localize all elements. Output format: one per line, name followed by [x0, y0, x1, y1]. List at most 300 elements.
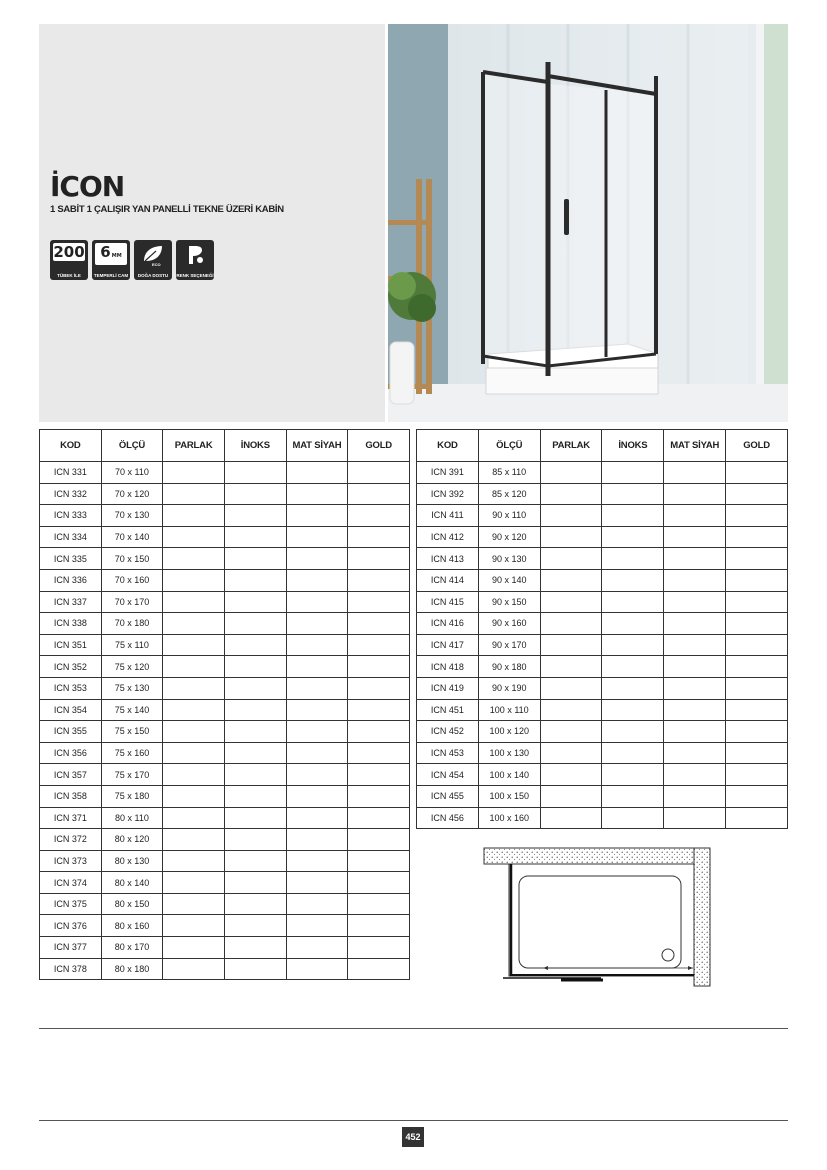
cell-gold — [348, 829, 410, 851]
cell-parlak — [540, 569, 602, 591]
cell-inoks — [602, 613, 664, 635]
cell-olcu: 70 x 150 — [101, 548, 163, 570]
cell-mat-siyah — [286, 807, 348, 829]
cell-parlak — [163, 850, 225, 872]
cell-inoks — [224, 807, 286, 829]
cell-parlak — [540, 613, 602, 635]
cell-inoks — [224, 483, 286, 505]
cell-olcu: 80 x 110 — [101, 807, 163, 829]
table-row — [417, 548, 788, 570]
cell-gold — [726, 677, 788, 699]
cell-mat-siyah — [664, 483, 726, 505]
cell-gold — [348, 937, 410, 959]
cell-parlak — [540, 656, 602, 678]
cell-parlak — [540, 634, 602, 656]
cell-olcu: 80 x 170 — [101, 937, 163, 959]
cell-gold — [726, 548, 788, 570]
cell-kod: ICN 419 — [417, 677, 479, 699]
cell-mat-siyah — [286, 613, 348, 635]
table-row — [417, 656, 788, 678]
table-row — [40, 613, 410, 635]
cell-mat-siyah — [664, 764, 726, 786]
cell-mat-siyah — [664, 742, 726, 764]
badge-eco-caption: DOĞA DOSTU — [137, 273, 169, 278]
table-row — [40, 548, 410, 570]
cell-olcu: 80 x 180 — [101, 958, 163, 980]
cell-inoks — [602, 785, 664, 807]
cell-olcu: 75 x 130 — [101, 677, 163, 699]
col-header-kod: KOD — [417, 430, 479, 462]
cell-mat-siyah — [286, 634, 348, 656]
cell-kod: ICN 414 — [417, 569, 479, 591]
cell-gold — [348, 656, 410, 678]
cell-kod: ICN 372 — [40, 829, 102, 851]
cell-olcu: 80 x 130 — [101, 850, 163, 872]
cell-mat-siyah — [286, 829, 348, 851]
height-badge-icon — [50, 240, 88, 280]
col-header-kod: KOD — [40, 430, 102, 462]
badge-height-value: 200 — [53, 243, 85, 261]
cell-kod: ICN 333 — [40, 505, 102, 527]
cell-mat-siyah — [286, 915, 348, 937]
table-row — [40, 505, 410, 527]
cell-kod: ICN 337 — [40, 591, 102, 613]
table-row — [417, 483, 788, 505]
badge-glass-box — [95, 243, 127, 265]
cell-kod: ICN 357 — [40, 764, 102, 786]
cell-kod: ICN 332 — [40, 483, 102, 505]
cell-mat-siyah — [286, 850, 348, 872]
product-title: İCON — [50, 170, 125, 203]
cell-kod: ICN 418 — [417, 656, 479, 678]
table-header-row — [417, 430, 788, 462]
table-row — [417, 764, 788, 786]
cell-parlak — [163, 699, 225, 721]
cell-kod: ICN 456 — [417, 807, 479, 829]
cell-gold — [348, 483, 410, 505]
cell-mat-siyah — [286, 699, 348, 721]
cell-kod: ICN 412 — [417, 526, 479, 548]
cell-mat-siyah — [286, 462, 348, 484]
cell-olcu: 80 x 120 — [101, 829, 163, 851]
product-subtitle: 1 SABİT 1 ÇALIŞIR YAN PANELLİ TEKNE ÜZERİ KABİN — [50, 204, 284, 215]
cell-parlak — [163, 872, 225, 894]
col-header-inoks: İNOKS — [224, 430, 286, 462]
cell-parlak — [163, 483, 225, 505]
cell-gold — [726, 569, 788, 591]
cell-mat-siyah — [286, 548, 348, 570]
table-row — [417, 591, 788, 613]
cell-parlak — [540, 785, 602, 807]
cell-inoks — [224, 634, 286, 656]
cell-kod: ICN 353 — [40, 677, 102, 699]
cell-parlak — [163, 613, 225, 635]
cell-inoks — [224, 872, 286, 894]
cell-parlak — [163, 656, 225, 678]
cell-inoks — [224, 850, 286, 872]
cell-kod: ICN 352 — [40, 656, 102, 678]
cell-mat-siyah — [286, 591, 348, 613]
cell-parlak — [163, 569, 225, 591]
cell-inoks — [224, 958, 286, 980]
cell-kod: ICN 377 — [40, 937, 102, 959]
cell-parlak — [163, 807, 225, 829]
cell-mat-siyah — [664, 548, 726, 570]
cell-kod: ICN 378 — [40, 958, 102, 980]
cell-inoks — [602, 462, 664, 484]
cell-parlak — [163, 462, 225, 484]
cell-olcu: 70 x 180 — [101, 613, 163, 635]
table-row — [40, 937, 410, 959]
cell-olcu: 70 x 110 — [101, 462, 163, 484]
badge-height-caption: TÜBEK İLE — [57, 273, 81, 278]
cell-inoks — [602, 548, 664, 570]
cell-inoks — [602, 634, 664, 656]
table-row — [417, 613, 788, 635]
table-row — [40, 742, 410, 764]
cell-parlak — [163, 764, 225, 786]
cell-inoks — [602, 699, 664, 721]
cell-gold — [726, 462, 788, 484]
cell-gold — [348, 872, 410, 894]
table-row — [40, 677, 410, 699]
color-drop-graphic — [180, 243, 210, 267]
table-row — [40, 591, 410, 613]
cell-inoks — [602, 807, 664, 829]
cell-olcu: 70 x 140 — [101, 526, 163, 548]
cell-olcu: 90 x 120 — [478, 526, 540, 548]
table-row — [40, 872, 410, 894]
cell-mat-siyah — [286, 785, 348, 807]
cell-olcu: 90 x 180 — [478, 656, 540, 678]
cell-olcu: 90 x 110 — [478, 505, 540, 527]
cell-kod: ICN 375 — [40, 893, 102, 915]
cell-mat-siyah — [286, 505, 348, 527]
table-row — [417, 677, 788, 699]
cell-olcu: 90 x 170 — [478, 634, 540, 656]
product-table-left — [39, 429, 410, 980]
badge-glass-value: 6 — [100, 243, 111, 261]
cell-parlak — [163, 634, 225, 656]
cell-kod: ICN 376 — [40, 915, 102, 937]
cell-mat-siyah — [664, 807, 726, 829]
cell-gold — [348, 915, 410, 937]
cell-inoks — [224, 699, 286, 721]
installation-diagram — [481, 846, 712, 988]
badge-glass-unit: MM — [111, 253, 122, 259]
cell-gold — [348, 548, 410, 570]
table-row — [40, 764, 410, 786]
cell-gold — [348, 526, 410, 548]
table-row — [40, 656, 410, 678]
cell-olcu: 80 x 140 — [101, 872, 163, 894]
table-row — [417, 526, 788, 548]
table-header-row — [40, 430, 410, 462]
cell-parlak — [540, 742, 602, 764]
cell-kod: ICN 371 — [40, 807, 102, 829]
table-row — [417, 699, 788, 721]
cell-mat-siyah — [664, 721, 726, 743]
cell-parlak — [163, 505, 225, 527]
cell-gold — [348, 893, 410, 915]
cell-kod: ICN 413 — [417, 548, 479, 570]
cell-inoks — [224, 893, 286, 915]
cell-kod: ICN 411 — [417, 505, 479, 527]
feature-badges — [50, 240, 214, 280]
cell-gold — [726, 807, 788, 829]
table-row — [40, 721, 410, 743]
cell-parlak — [163, 937, 225, 959]
cell-kod: ICN 356 — [40, 742, 102, 764]
cell-parlak — [540, 699, 602, 721]
cell-parlak — [163, 591, 225, 613]
badge-eco-label: ECO — [152, 262, 161, 267]
table-row — [417, 569, 788, 591]
col-header-inoks: İNOKS — [602, 430, 664, 462]
cell-kod: ICN 354 — [40, 699, 102, 721]
cell-inoks — [224, 613, 286, 635]
col-header-mat-siyah: MAT SİYAH — [286, 430, 348, 462]
cell-mat-siyah — [664, 526, 726, 548]
cell-olcu: 90 x 150 — [478, 591, 540, 613]
cell-kod: ICN 338 — [40, 613, 102, 635]
table-row — [417, 634, 788, 656]
table-row — [40, 526, 410, 548]
cell-inoks — [602, 569, 664, 591]
cell-gold — [726, 634, 788, 656]
cell-parlak — [163, 785, 225, 807]
cell-parlak — [163, 742, 225, 764]
cell-parlak — [163, 958, 225, 980]
cell-parlak — [163, 548, 225, 570]
col-header-olcu: ÖLÇÜ — [478, 430, 540, 462]
cell-mat-siyah — [286, 742, 348, 764]
cell-inoks — [602, 526, 664, 548]
cell-gold — [348, 764, 410, 786]
cell-olcu: 100 x 120 — [478, 721, 540, 743]
cell-inoks — [602, 591, 664, 613]
cell-kod: ICN 455 — [417, 785, 479, 807]
cell-gold — [348, 721, 410, 743]
cell-gold — [726, 656, 788, 678]
cell-inoks — [224, 764, 286, 786]
cell-parlak — [540, 505, 602, 527]
table-row — [417, 505, 788, 527]
cell-inoks — [224, 569, 286, 591]
cell-gold — [348, 677, 410, 699]
cell-kod: ICN 351 — [40, 634, 102, 656]
col-header-gold: GOLD — [348, 430, 410, 462]
cell-gold — [348, 613, 410, 635]
cell-mat-siyah — [286, 721, 348, 743]
cell-gold — [726, 591, 788, 613]
cell-olcu: 90 x 140 — [478, 569, 540, 591]
table-row — [417, 721, 788, 743]
cell-mat-siyah — [286, 526, 348, 548]
table-row — [40, 807, 410, 829]
table-row — [417, 462, 788, 484]
eco-leaf-icon — [134, 240, 172, 280]
cell-olcu: 75 x 110 — [101, 634, 163, 656]
cell-gold — [726, 785, 788, 807]
cell-mat-siyah — [664, 677, 726, 699]
divider-bottom — [39, 1120, 788, 1121]
cell-parlak — [163, 721, 225, 743]
cell-gold — [726, 721, 788, 743]
shower-cabin-illustration — [388, 24, 788, 422]
cell-parlak — [163, 829, 225, 851]
cell-inoks — [224, 721, 286, 743]
cell-kod: ICN 454 — [417, 764, 479, 786]
cell-parlak — [540, 548, 602, 570]
cell-olcu: 100 x 140 — [478, 764, 540, 786]
cell-inoks — [224, 548, 286, 570]
cell-kod: ICN 416 — [417, 613, 479, 635]
cell-parlak — [540, 483, 602, 505]
cell-olcu: 75 x 140 — [101, 699, 163, 721]
cell-mat-siyah — [664, 505, 726, 527]
cell-inoks — [602, 505, 664, 527]
cell-inoks — [224, 505, 286, 527]
cell-olcu: 100 x 110 — [478, 699, 540, 721]
cell-gold — [726, 764, 788, 786]
cell-inoks — [224, 742, 286, 764]
cell-inoks — [224, 937, 286, 959]
cell-mat-siyah — [286, 764, 348, 786]
cell-mat-siyah — [664, 613, 726, 635]
cell-gold — [348, 699, 410, 721]
cell-olcu: 90 x 130 — [478, 548, 540, 570]
cell-gold — [348, 958, 410, 980]
cell-mat-siyah — [286, 677, 348, 699]
badge-glass-caption: TEMPERLİ CAM — [93, 273, 129, 278]
table-body-right — [417, 462, 788, 829]
table-row — [40, 785, 410, 807]
cell-olcu: 75 x 180 — [101, 785, 163, 807]
cell-inoks — [224, 915, 286, 937]
cell-mat-siyah — [664, 462, 726, 484]
cell-inoks — [602, 721, 664, 743]
cell-kod: ICN 453 — [417, 742, 479, 764]
cell-mat-siyah — [664, 656, 726, 678]
col-header-parlak: PARLAK — [540, 430, 602, 462]
cell-parlak — [163, 526, 225, 548]
table-row — [40, 829, 410, 851]
product-table-right — [416, 429, 788, 829]
cell-inoks — [602, 742, 664, 764]
table-row — [417, 785, 788, 807]
table-row — [40, 893, 410, 915]
cell-parlak — [163, 893, 225, 915]
cell-parlak — [540, 591, 602, 613]
color-option-icon — [176, 240, 214, 280]
cell-gold — [726, 699, 788, 721]
cell-gold — [348, 591, 410, 613]
page-number: 452 — [402, 1127, 424, 1147]
cell-mat-siyah — [664, 634, 726, 656]
cell-inoks — [224, 677, 286, 699]
table-row — [417, 807, 788, 829]
cell-olcu: 100 x 130 — [478, 742, 540, 764]
table-row — [40, 850, 410, 872]
cell-parlak — [540, 462, 602, 484]
cell-mat-siyah — [286, 656, 348, 678]
cell-kod: ICN 451 — [417, 699, 479, 721]
table-row — [417, 742, 788, 764]
cell-inoks — [602, 656, 664, 678]
cell-mat-siyah — [664, 699, 726, 721]
table-body-left — [40, 462, 410, 980]
cell-gold — [348, 850, 410, 872]
col-header-olcu: ÖLÇÜ — [101, 430, 163, 462]
cell-kod: ICN 415 — [417, 591, 479, 613]
cell-inoks — [224, 462, 286, 484]
cell-kod: ICN 417 — [417, 634, 479, 656]
cell-inoks — [224, 656, 286, 678]
cell-inoks — [602, 483, 664, 505]
cell-inoks — [602, 677, 664, 699]
cell-olcu: 100 x 160 — [478, 807, 540, 829]
cell-kod: ICN 373 — [40, 850, 102, 872]
cell-gold — [726, 742, 788, 764]
cell-gold — [726, 483, 788, 505]
cell-olcu: 70 x 130 — [101, 505, 163, 527]
col-header-parlak: PARLAK — [163, 430, 225, 462]
cell-mat-siyah — [286, 893, 348, 915]
cell-parlak — [540, 677, 602, 699]
cell-parlak — [163, 677, 225, 699]
cell-olcu: 75 x 170 — [101, 764, 163, 786]
cell-olcu: 90 x 190 — [478, 677, 540, 699]
cell-olcu: 100 x 150 — [478, 785, 540, 807]
hero-left-panel — [39, 24, 385, 422]
table-row — [40, 569, 410, 591]
glass-thickness-icon — [92, 240, 130, 280]
cell-mat-siyah — [286, 483, 348, 505]
cell-gold — [726, 613, 788, 635]
cell-olcu: 70 x 160 — [101, 569, 163, 591]
cell-parlak — [540, 764, 602, 786]
cell-olcu: 70 x 120 — [101, 483, 163, 505]
cell-gold — [348, 505, 410, 527]
cell-kod: ICN 391 — [417, 462, 479, 484]
table-row — [40, 634, 410, 656]
badge-color-caption: RENK SEÇENEĞİ — [176, 273, 214, 278]
cell-gold — [726, 526, 788, 548]
cell-olcu: 85 x 120 — [478, 483, 540, 505]
cell-parlak — [540, 526, 602, 548]
cell-olcu: 85 x 110 — [478, 462, 540, 484]
col-header-gold: GOLD — [726, 430, 788, 462]
table-row — [40, 699, 410, 721]
cell-kod: ICN 358 — [40, 785, 102, 807]
cell-mat-siyah — [286, 872, 348, 894]
cell-olcu: 80 x 160 — [101, 915, 163, 937]
top-view-drawing — [481, 846, 712, 988]
product-photo — [388, 24, 788, 422]
cell-kod: ICN 355 — [40, 721, 102, 743]
cell-olcu: 70 x 170 — [101, 591, 163, 613]
cell-gold — [348, 569, 410, 591]
cell-olcu: 75 x 160 — [101, 742, 163, 764]
cell-mat-siyah — [286, 937, 348, 959]
cell-kod: ICN 336 — [40, 569, 102, 591]
col-header-mat-siyah: MAT SİYAH — [664, 430, 726, 462]
cell-parlak — [163, 915, 225, 937]
cell-olcu: 75 x 120 — [101, 656, 163, 678]
cell-gold — [348, 634, 410, 656]
table-row — [40, 915, 410, 937]
